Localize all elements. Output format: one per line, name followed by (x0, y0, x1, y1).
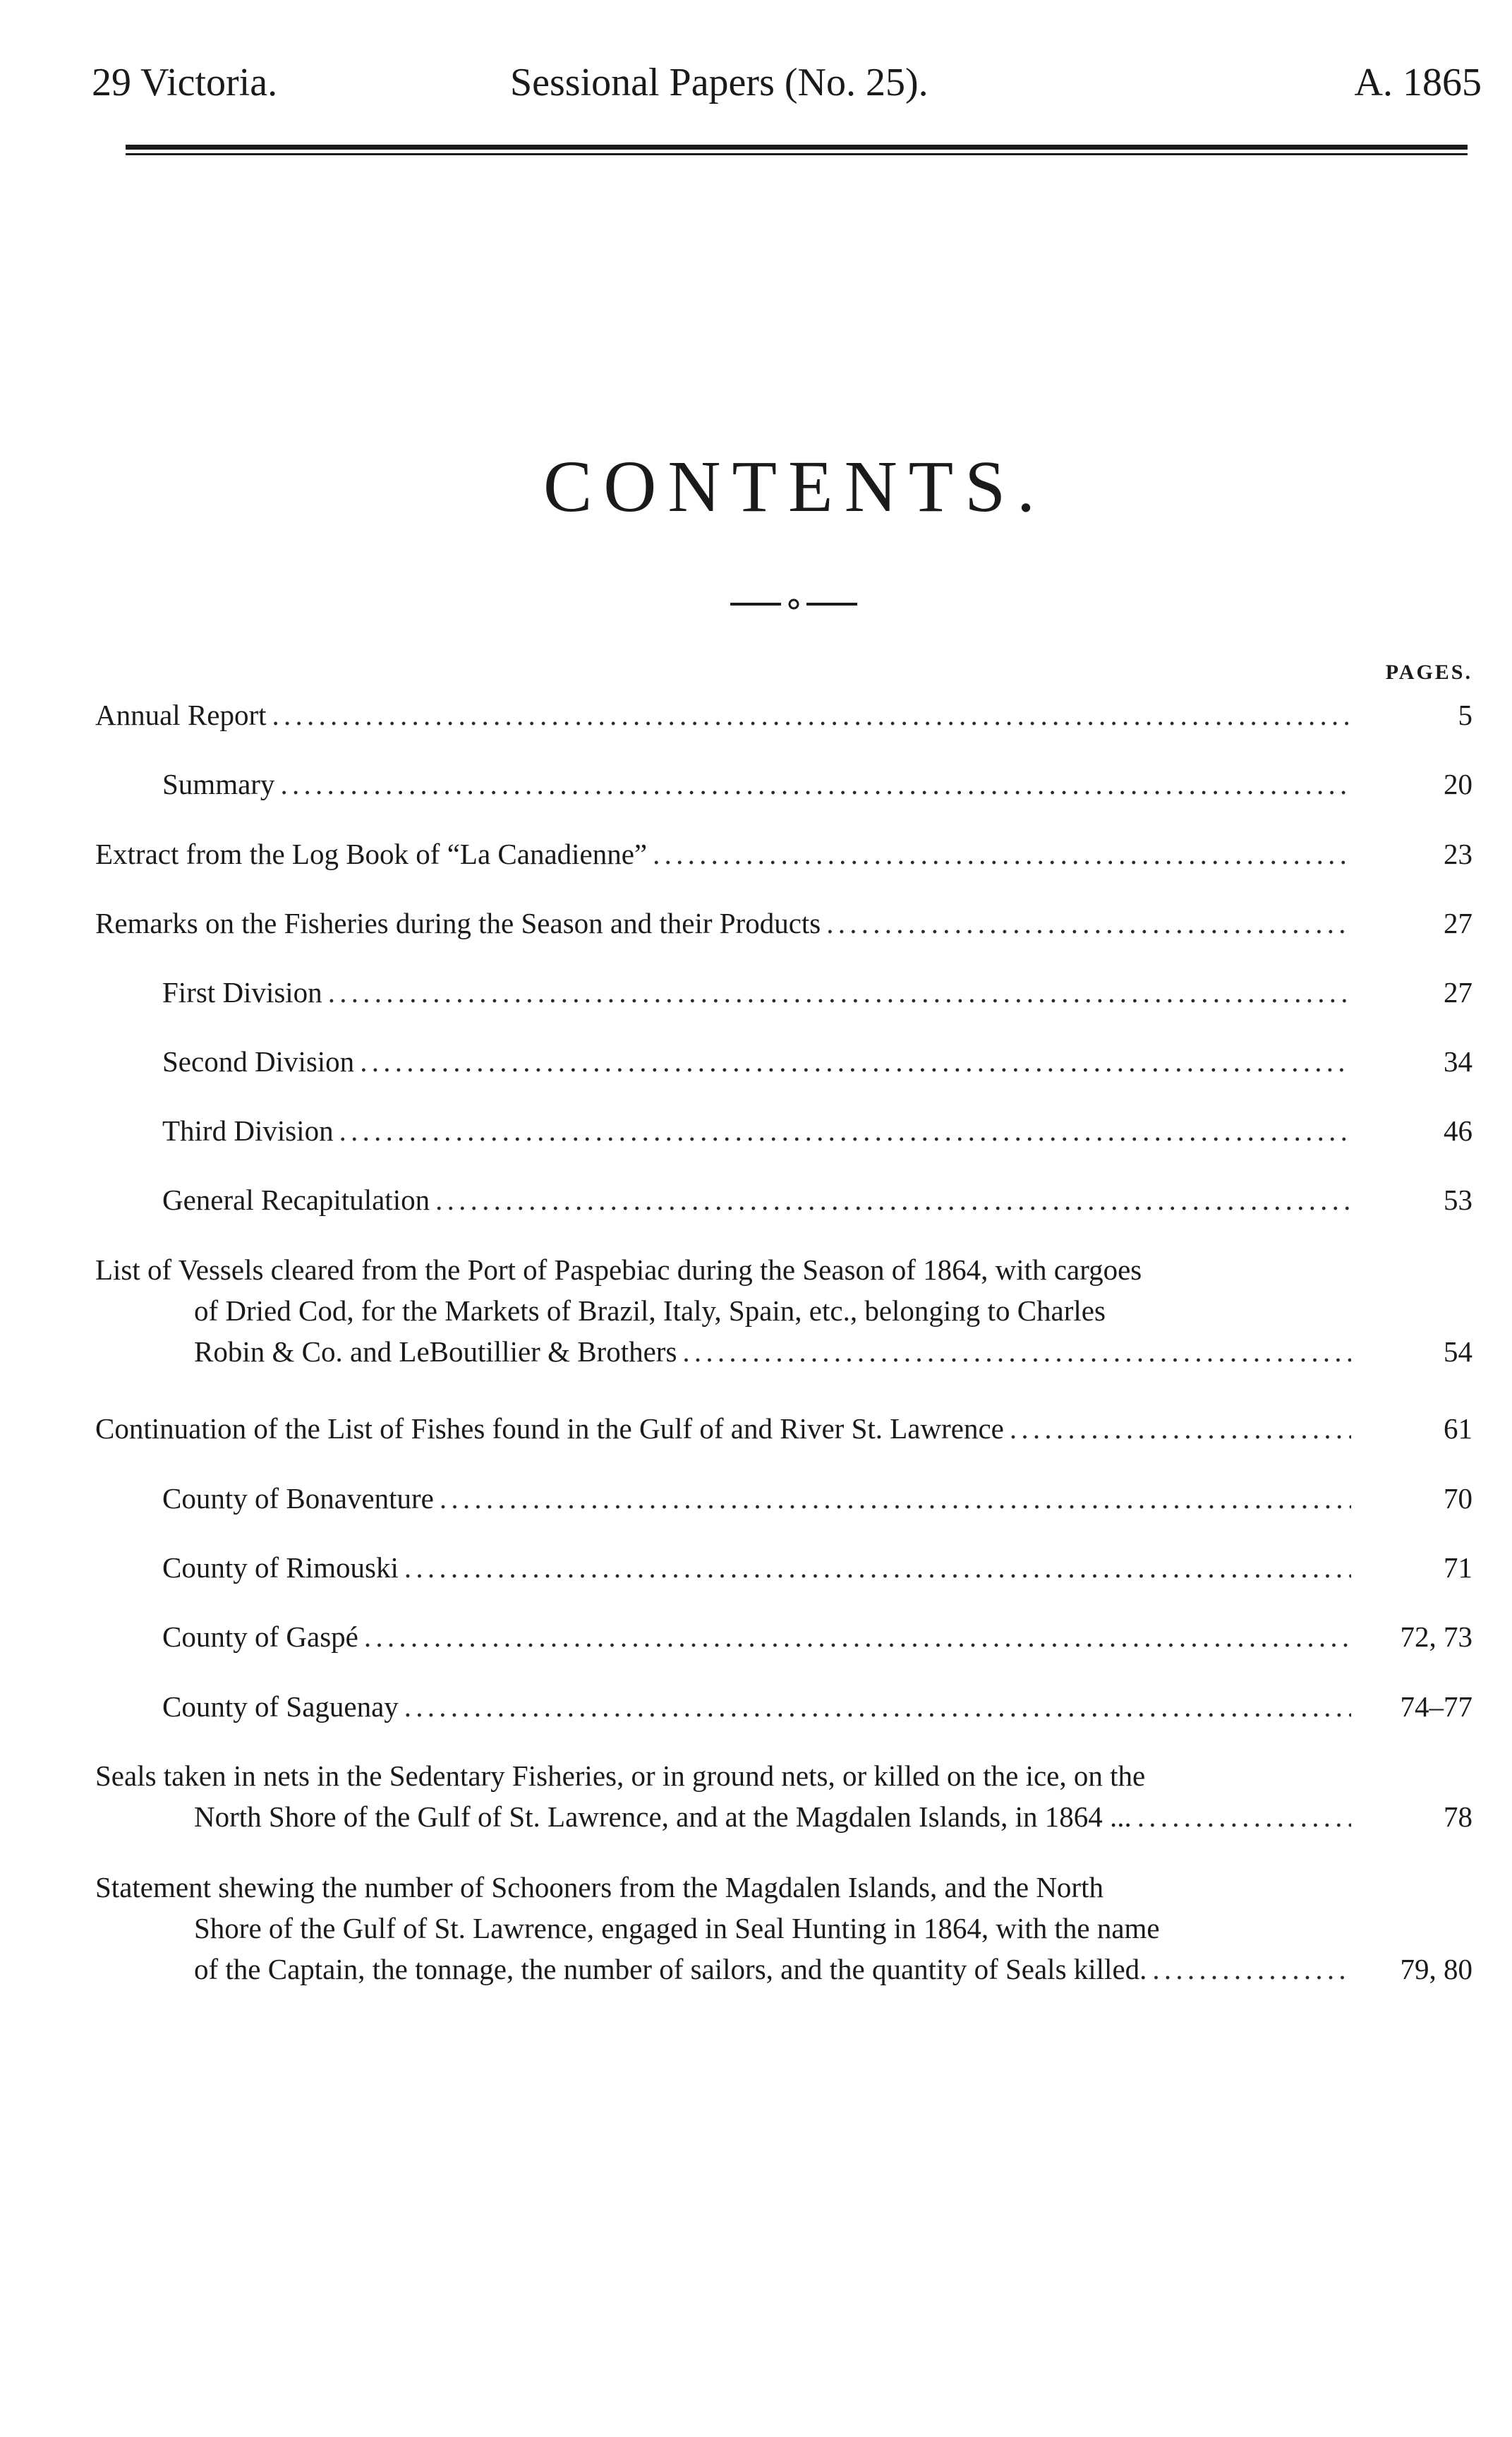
dot-leader (1152, 1949, 1351, 1989)
toc-page-number: 78 (1444, 1800, 1472, 1833)
toc-entry-line (162, 764, 1357, 804)
toc-entry-title: Summary (162, 768, 275, 800)
toc-entry-line (95, 1409, 1357, 1448)
dot-leader (1137, 1797, 1351, 1836)
dot-leader (404, 1687, 1351, 1726)
dot-leader (328, 973, 1351, 1012)
toc-page-number: 20 (1444, 768, 1472, 800)
toc-entry-line (162, 973, 1357, 1012)
toc-page-number: 34 (1444, 1045, 1472, 1078)
dot-leader (364, 1617, 1351, 1656)
toc-entry-title: General Recapitulation (162, 1184, 430, 1216)
dot-leader (280, 764, 1351, 804)
toc-entry-title: Shore of the Gulf of St. Lawrence, engaged in Seal Hunting in 1864, with the name (194, 1912, 1160, 1944)
toc-page-number: 27 (1444, 907, 1472, 939)
toc-entry-line (95, 695, 1357, 735)
dot-leader (272, 695, 1351, 735)
toc-page-number: 27 (1444, 976, 1472, 1009)
toc-entry-title: Remarks on the Fisheries during the Season and their Products (95, 907, 821, 939)
toc-entry-line (162, 1687, 1357, 1726)
dot-leader (826, 903, 1351, 943)
dot-leader (360, 1042, 1351, 1081)
toc-page-number: 74–77 (1400, 1690, 1472, 1723)
toc-entry-title: Extract from the Log Book of “La Canadienne” (95, 838, 648, 870)
toc-page-number: 71 (1444, 1551, 1472, 1584)
toc-entry-title: Statement shewing the number of Schooners from the Magdalen Islands, and the North (95, 1871, 1103, 1903)
toc-entry-line (194, 1797, 1357, 1836)
header-session: 29 Victoria. (92, 61, 278, 104)
toc-entry-title: Seals taken in nets in the Sedentary Fisheries, or in ground nets, or killed on the ice, on the (95, 1759, 1146, 1792)
toc-entry-title: County of Saguenay (162, 1690, 399, 1723)
toc-entry-line (162, 1479, 1357, 1518)
toc-page-number: 23 (1444, 838, 1472, 870)
toc-entry-title: of Dried Cod, for the Markets of Brazil, Italy, Spain, etc., belonging to Charles (194, 1294, 1106, 1327)
dot-leader (682, 1332, 1351, 1371)
toc-page-number: 53 (1444, 1184, 1472, 1216)
header-year: A. 1865 (1354, 61, 1482, 104)
toc-entry-line (162, 1111, 1357, 1150)
toc-entry-line (95, 903, 1357, 943)
toc-entry-title: List of Vessels cleared from the Port of Paspebiac during the Season of 1864, with cargoes (95, 1253, 1142, 1286)
dot-leader (1010, 1409, 1351, 1448)
toc-entry-title: First Division (162, 976, 322, 1009)
header-sessional-papers: Sessional Papers (No. 25). (510, 61, 929, 104)
header-double-rule (126, 145, 1468, 155)
toc-page-number: 79, 80 (1400, 1953, 1472, 1985)
toc-page-number: 54 (1444, 1335, 1472, 1368)
toc-entry-title: Robin & Co. and LeBoutillier & Brothers (194, 1335, 677, 1368)
toc-entry-title: County of Bonaventure (162, 1482, 434, 1515)
toc-entry-line (95, 834, 1357, 874)
dot-leader (440, 1479, 1351, 1518)
toc-entry-title: Third Division (162, 1114, 334, 1147)
toc-entry-line (162, 1180, 1357, 1220)
toc-entry-line (162, 1548, 1357, 1587)
toc-entry-title: Annual Report (95, 699, 267, 731)
toc-entry-title: County of Rimouski (162, 1551, 399, 1584)
toc-page-number: 70 (1444, 1482, 1472, 1515)
toc-entry-title: Continuation of the List of Fishes found in the Gulf of and River St. Lawrence (95, 1412, 1004, 1445)
dot-leader (653, 834, 1351, 874)
dot-leader (404, 1548, 1351, 1587)
toc-entry-title: Second Division (162, 1045, 355, 1078)
toc-page-number: 5 (1458, 699, 1472, 731)
toc-entry-line (162, 1617, 1357, 1656)
dot-leader (339, 1111, 1351, 1150)
toc-page-number: 46 (1444, 1114, 1472, 1147)
toc-entry-line (194, 1949, 1357, 1989)
toc-entry-line (194, 1332, 1357, 1371)
dot-leader (435, 1180, 1351, 1220)
title-ornament (730, 598, 857, 610)
toc-entry-line (162, 1042, 1357, 1081)
running-header (92, 58, 1482, 107)
page-title: CONTENTS. (543, 446, 1047, 527)
toc-entry-title: of the Captain, the tonnage, the number of sailors, and the quantity of Seals killed. (194, 1953, 1147, 1985)
pages-column-heading: PAGES. (1385, 661, 1472, 684)
toc-entry-title: North Shore of the Gulf of St. Lawrence, and at the Magdalen Islands, in 1864 ... (194, 1800, 1132, 1833)
toc-page-number: 61 (1444, 1412, 1472, 1445)
toc-page-number: 72, 73 (1400, 1620, 1472, 1653)
toc-entry-title: County of Gaspé (162, 1620, 358, 1653)
